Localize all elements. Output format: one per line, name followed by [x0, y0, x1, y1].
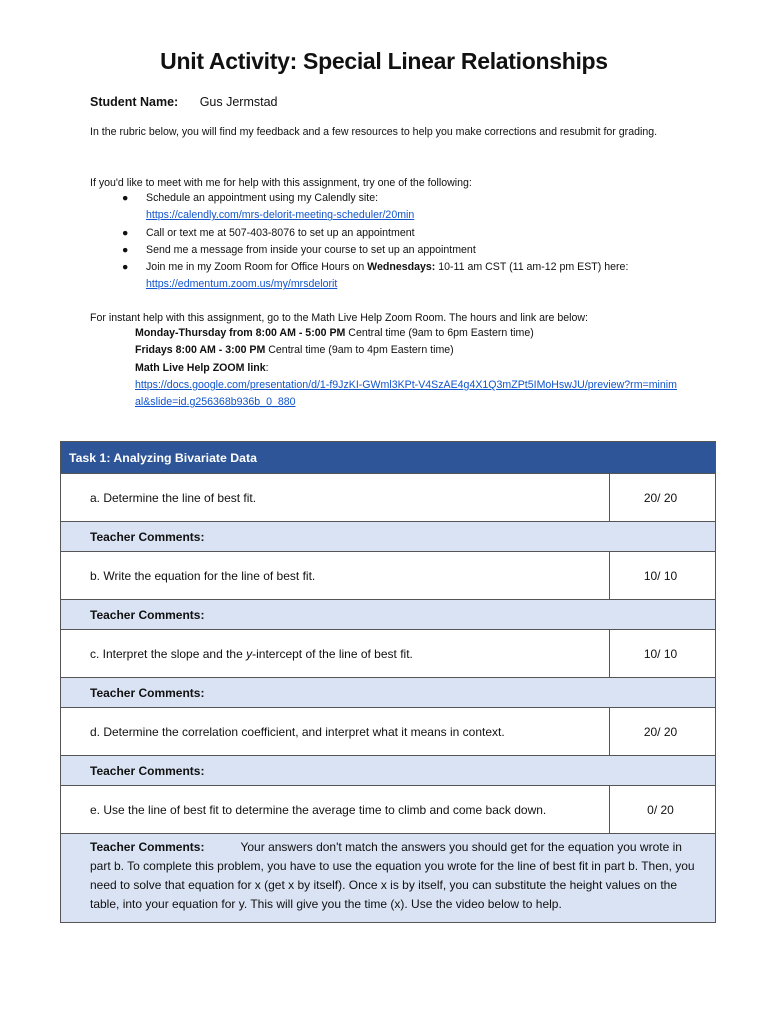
question-d: d. Determine the correlation coefficient, and interpret what it means in context. — [61, 708, 610, 756]
score-a: 20/ 20 — [610, 474, 716, 522]
zoom-room-link[interactable]: https://edmentum.zoom.us/my/mrsdelorit — [146, 278, 338, 291]
live-help-hours — [135, 325, 680, 411]
teacher-comments-c: Teacher Comments: — [61, 678, 716, 708]
message-text: Send me a message from inside your course to set up an appointment — [146, 243, 476, 256]
zoom-day: Wednesdays: — [367, 261, 436, 274]
table-row — [61, 834, 716, 923]
zoom-text-pre: Join me in my Zoom Room for Office Hours on — [146, 261, 368, 274]
bullet-icon: ● — [122, 261, 129, 274]
score-e: 0/ 20 — [610, 786, 716, 834]
teacher-comments-b: Teacher Comments: — [61, 600, 716, 630]
table-row — [61, 474, 716, 522]
table-row — [61, 630, 716, 678]
student-name-label: Student Name: — [90, 95, 179, 109]
question-b: b. Write the equation for the line of best fit. — [61, 552, 610, 600]
teacher-comment-text: Your answers don't match the answers you should get for the equation you wrote in part b. To complete this problem, you have to use the equation you wrote for the line of best fit in part b. Then, you need to solve that equation for x (get x by itself). Once x is by itself, you can substitute the height values on the table, into your equation for y. This will give you the time (x). Use the video below to help. — [90, 840, 695, 911]
bullet-icon: ● — [122, 192, 129, 204]
table-row — [61, 552, 716, 600]
student-name-value: Gus Jermstad — [199, 95, 278, 109]
table-row — [61, 708, 716, 756]
question-e: e. Use the line of best fit to determine the average time to climb and come back down. — [61, 786, 610, 834]
list-item — [122, 259, 692, 294]
table-row — [61, 756, 716, 786]
hours-fri: Fridays 8:00 AM - 3:00 PM Central time (9am to 4pm Eastern time) — [135, 344, 454, 357]
table-row — [61, 786, 716, 834]
score-d: 20/ 20 — [610, 708, 716, 756]
bullet-icon: ● — [122, 226, 129, 239]
list-item — [122, 242, 692, 259]
table-row — [61, 678, 716, 708]
table-row — [61, 600, 716, 630]
bullet-icon: ● — [122, 243, 129, 256]
calendly-text: Schedule an appointment using my Calendly site: — [146, 192, 379, 204]
score-c: 10/ 10 — [610, 630, 716, 678]
student-name-row — [90, 95, 278, 109]
task-title: Task 1: Analyzing Bivariate Data — [61, 442, 716, 474]
instant-help-intro: For instant help with this assignment, go to the Math Live Help Zoom Room. The hours and link are below: — [90, 312, 588, 324]
list-item — [122, 190, 692, 225]
score-b: 10/ 10 — [610, 552, 716, 600]
intro-paragraph: In the rubric below, you will find my feedback and a few resources to help you make corrections and resubmit for grading. — [90, 126, 658, 138]
teacher-comments-d: Teacher Comments: — [61, 756, 716, 786]
help-options-list — [122, 190, 692, 294]
zoom-text-post: 10-11 am CST (11 am-12 pm EST) here: — [435, 261, 629, 274]
question-c: c. Interpret the slope and the y-intercept of the line of best fit. — [61, 630, 610, 678]
teacher-comments-a: Teacher Comments: — [61, 522, 716, 552]
teacher-comments-e: Teacher Comments: Your answers don't match the answers you should get for the equation you wrote in part b. To complete this problem, you have to use the equation you wrote for the line of best fit in part b. Then, you need to solve that equation for x (get x by itself). Once x is by itself, you can substitute the height values on the table, into your equation for y. This will give you the time (x). Use the video below to help. — [61, 834, 716, 923]
meet-intro: If you'd like to meet with me for help with this assignment, try one of the following: — [90, 177, 472, 189]
list-item — [122, 225, 692, 242]
question-a: a. Determine the line of best fit. — [61, 474, 610, 522]
hours-mon-thu: Monday-Thursday from 8:00 AM - 5:00 PM Central time (9am to 6pm Eastern time) — [135, 327, 534, 339]
zoom-link-label: Math Live Help ZOOM link: — [135, 361, 269, 374]
call-text: Call or text me at 507-403-8076 to set up an appointment — [146, 226, 415, 239]
rubric-table — [60, 441, 716, 923]
table-row — [61, 522, 716, 552]
page-title: Unit Activity: Special Linear Relationships — [160, 48, 608, 74]
math-live-help-link[interactable]: https://docs.google.com/presentation/d/1-f9JzKI-GWml3KPt-V4SzAE4g4X1Q3mZPt5IMoHswJU/preview?rm=minimal&slide=id.g256368b936b_0_880 — [135, 378, 677, 409]
calendly-link[interactable]: https://calendly.com/mrs-delorit-meeting-scheduler/20min — [146, 209, 415, 222]
